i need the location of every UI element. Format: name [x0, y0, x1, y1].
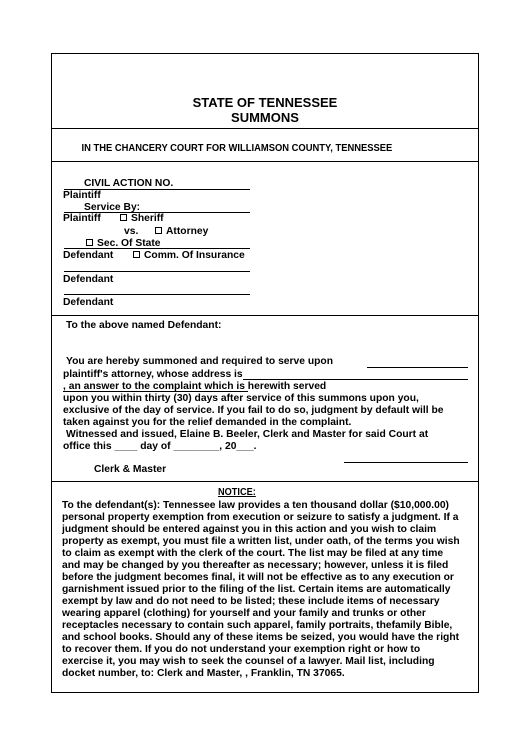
sec-of-state-checkbox[interactable] [86, 239, 93, 246]
divider [52, 481, 478, 482]
defendant-label-1: Defendant [63, 250, 114, 261]
defendant-line-1 [64, 248, 250, 249]
vs-label: vs. [124, 226, 139, 237]
notice-line: to claim as exempt with the clerk of the court. The list may be filed at any time [62, 548, 444, 559]
sheriff-label: Sheriff [131, 213, 164, 224]
state-title: STATE OF TENNESSEE [192, 95, 338, 110]
address-line [243, 379, 468, 380]
notice-line: judgment should be entered against you in this action and you wish to claim [62, 524, 437, 535]
clerk-master-label: Clerk & Master [94, 464, 167, 475]
comm-insurance-checkbox[interactable] [133, 251, 140, 258]
notice-line: property as exempt, you must file a written list, under oath, of the terms you wish [62, 536, 460, 547]
notice-line: To the defendant(s): Tennessee law provides a ten thousand dollar ($10,000.00) [62, 500, 449, 511]
body-line-2: plaintiff's attorney, whose address is [63, 369, 243, 380]
notice-heading: NOTICE: [217, 487, 256, 498]
body-line-1: You are hereby summoned and required to serve upon [66, 356, 334, 367]
body-line-5: exclusive of the day of service. If you fail to do so, judgment by default will be [63, 405, 444, 416]
sheriff-option [120, 213, 164, 225]
body-line-3: , an answer to the complaint which is herewith served [63, 381, 327, 392]
attorney-option [155, 226, 208, 238]
defendant-line-3 [64, 294, 250, 295]
defendant-label-2: Defendant [63, 274, 114, 285]
body-line-4: upon you within thirty (30) days after service of this summons upon you, [63, 393, 419, 404]
civil-action-label: CIVIL ACTION NO. [84, 178, 174, 189]
notice-line: and school books. Should any of these items be seized, you would have the right [62, 632, 460, 643]
attorney-checkbox[interactable] [155, 227, 162, 234]
sheriff-checkbox[interactable] [120, 214, 127, 221]
comm-insurance-option [133, 250, 245, 262]
divider [52, 128, 478, 129]
plaintiff-label-1: Plaintiff [63, 190, 101, 201]
service-by-label: Service By: [84, 202, 141, 213]
defendant-line-2 [64, 271, 250, 272]
address-continuation-line [63, 391, 248, 392]
divider [52, 315, 478, 316]
attorney-label: Attorney [166, 226, 209, 237]
attorney-name-line [367, 367, 468, 368]
to-defendant: To the above named Defendant: [66, 320, 222, 331]
notice-line: garnishment issued prior to the filing of the list. Certain items are automatically [62, 584, 451, 595]
notice-line: to recover them. If you do not understand your exemption right or how to [62, 644, 421, 655]
notice-line: wearing apparel (clothing) for yourself and your family and trunks or other [62, 608, 426, 619]
sec-of-state-label: Sec. Of State [97, 238, 161, 249]
summons-title: SUMMONS [231, 110, 299, 125]
clerk-signature-line [344, 462, 468, 463]
notice-line: before the judgment becomes final, it will not be effective as to any execution or [62, 572, 454, 583]
plaintiff-label-2: Plaintiff [63, 213, 101, 224]
body-line-8: office this ____ day of ________, 20___. [63, 441, 257, 452]
divider [52, 161, 478, 162]
notice-line: receptacles necessary to contain such apparel, family portraits, thefamily Bible, [62, 620, 453, 631]
comm-insurance-label: Comm. Of Insurance [144, 250, 245, 261]
notice-line: and may be changed by you thereafter as necessary; however, unless it is filed [62, 560, 449, 571]
notice-line: exercise it, you may wish to seek the counsel of a lawyer. Mail list, including [62, 656, 435, 667]
notice-line: docket number, to: Clerk and Master, , Franklin, TN 37065. [62, 668, 345, 679]
court-name: IN THE CHANCERY COURT FOR WILLIAMSON COUNTY, TENNESSEE [81, 142, 393, 154]
notice-line: personal property exemption from execution or seizure to satisfy a judgment. If a [62, 512, 459, 523]
body-line-6: taken against you for the relief demanded in the complaint. [63, 417, 352, 428]
body-line-7: Witnessed and issued, Elaine B. Beeler, Clerk and Master for said Court at [66, 429, 429, 440]
notice-line: exempt by law and do not need to be listed; these include items of necessary [62, 596, 440, 607]
defendant-label-3: Defendant [63, 297, 114, 308]
